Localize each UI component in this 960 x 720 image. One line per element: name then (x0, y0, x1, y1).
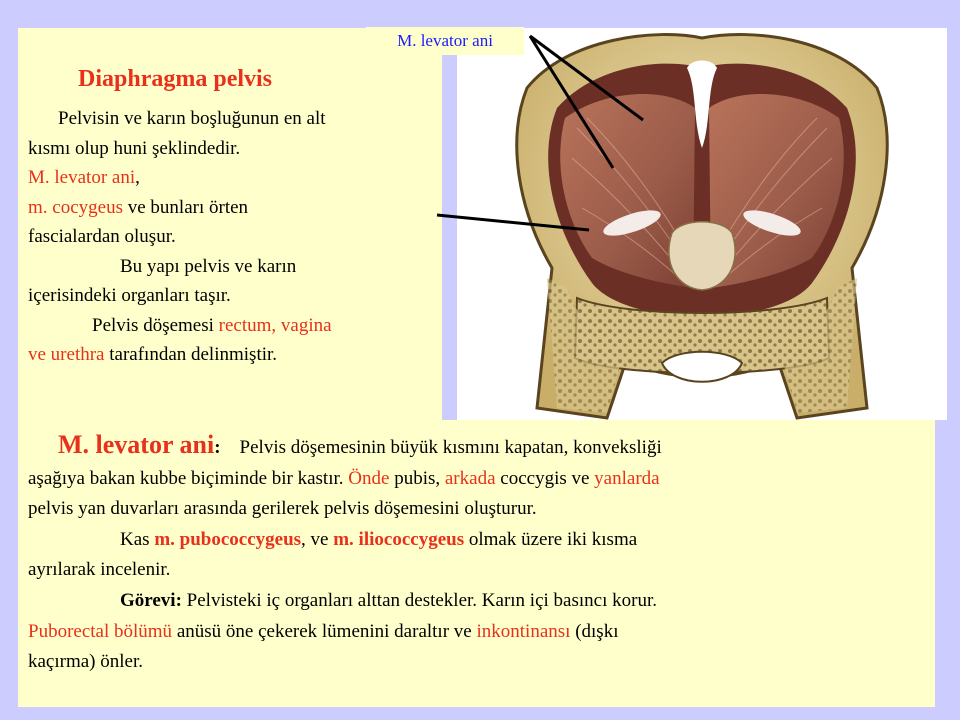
bottom-line-4: Kas m. pubococcygeus, ve m. iliococcygeus olmak üzere iki kısma (120, 528, 638, 550)
top-line-2: kısmı olup huni şeklindedir. (28, 137, 241, 159)
bottom-line-6: Görevi: Pelvisteki iç organları alttan destekler. Karın içi basıncı korur. (120, 589, 657, 611)
bottom-paragraph (28, 430, 928, 678)
pointer-line-2 (530, 36, 613, 168)
bottom-line-2: aşağıya bakan kubbe biçiminde bir kastır. Önde pubis, arkada coccygis ve yanlarda (28, 467, 660, 489)
bottom-line-1: M. levator ani: Pelvis döşemesinin büyük kısmını kapatan, konveksliği (58, 430, 662, 459)
bottom-heading: M. levator ani (58, 430, 215, 459)
pointer-line-1 (530, 36, 643, 120)
top-line-5: fascialardan oluşur. (28, 226, 176, 247)
top-line-1: Pelvisin ve karın boşluğunun en alt (58, 108, 326, 129)
top-line-4: m. cocygeus ve bunları örten (28, 196, 249, 218)
bottom-line-3: pelvis yan duvarları arasında gerilerek pelvis döşemesini oluşturur. (28, 498, 537, 520)
top-line-8: Pelvis döşemesi rectum, vagina (92, 314, 332, 336)
top-line-3: M. levator ani, (28, 167, 140, 188)
top-line-9: ve urethra tarafından delinmiştir. (28, 344, 278, 365)
callout-label: M. levator ani (366, 27, 524, 55)
bottom-line-5: ayrılarak incelenir. (28, 559, 171, 581)
top-line-6: Bu yapı pelvis ve karın (120, 255, 297, 277)
bottom-line-7: Puborectal bölümü anüsü öne çekerek lümenini daraltır ve inkontinansı (dışkı (28, 620, 619, 642)
top-line-7: içerisindeki organları taşır. (28, 285, 231, 306)
bottom-line-8: kaçırma) önler. (28, 651, 144, 673)
top-paragraph (28, 104, 440, 370)
page-title: Diaphragma pelvis (78, 66, 273, 92)
pointer-line-3 (437, 215, 589, 230)
